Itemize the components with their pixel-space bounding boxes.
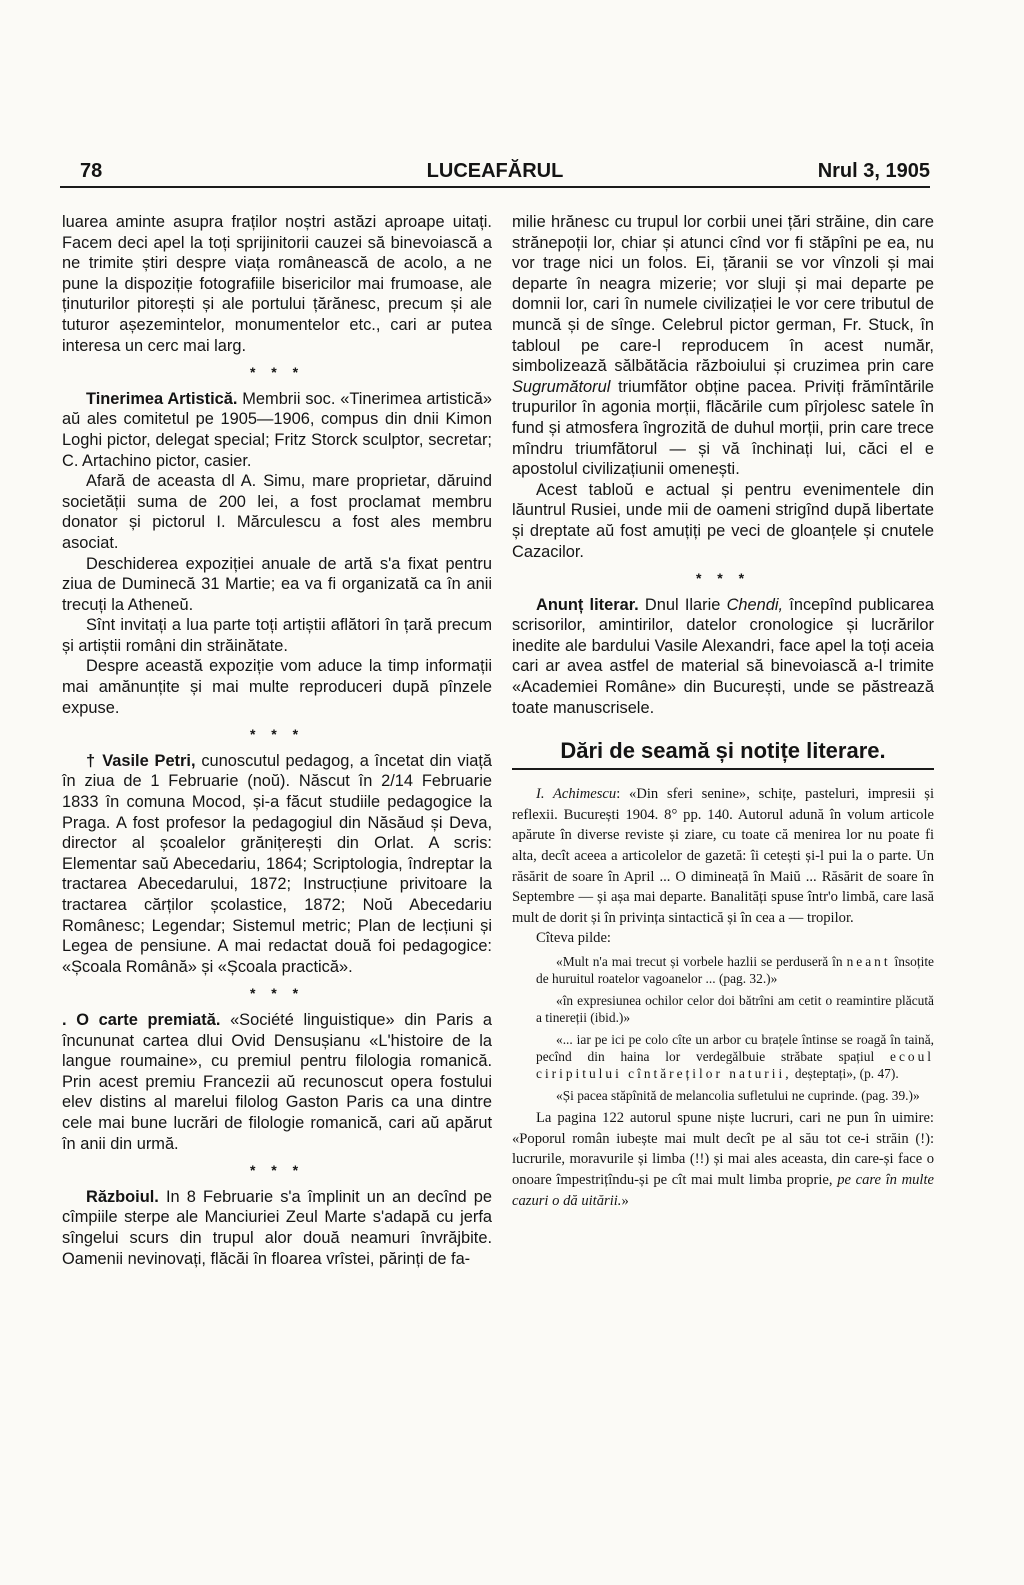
paragraph-expozitie: Deschiderea expoziției anuale de artă s'a fixat pentru ziua de Duminecă 31 Martie; ea va fi organizată ca în anii trecuți la Atheneŭ.: [62, 554, 492, 614]
note-pagina-122: [512, 1108, 934, 1211]
author-name: I. Achimescu: [536, 786, 617, 803]
journal-title: LUCEAFĂRUL: [426, 160, 564, 182]
paragraph-invitati: Sînt invitați a lua parte toți artiștii aflători în țară precum și artiștii români din străinătate.: [62, 616, 492, 655]
text: : «Din sferi senine», schițe, pasteluri, impresii și reflexii. București 1904. 8° pp. 140. Autorul adună în volum articole apărute în diverse reviste și ziare, cu toate că menirea lor nu poate fi alta, decît aceea a articolelor de gazetă: îi cetești și-l pui la o parte. Un răsărit de soare în April ... O dimineață în Maiŭ ... Răsărit de soare în Septembre — și așa mai departe. Banalități spuse într'o limbă, care lasă mult de dorit și în privința sintactică și în cea a — tropilor.: [512, 786, 935, 926]
text: însoțite de huruitul roatelor vagoanelor ... (pag. 32.)»: [536, 954, 934, 987]
paragraph-intro: luarea aminte asupra fraților noștri astăzi aproape uitați. Facem deci apel la toți sprijinitorii cauzei să binevoiască a ne trimite știri despre viața românească de acolo, a ne pune la dispoziție fotografiile bisericilor mai frumoase, ale ținuturilor pitorești și ale portului țărănesc, precum și ale tuturor așezemintelor, monumentelor etc., cari ar putea interesa un cerc mai larg.: [62, 213, 492, 355]
paragraph-simu: Afară de aceasta dl A. Simu, mare proprietar, dăruind societății suma de 200 lei, a fost proclamat membru donator și pictorul I. Mărculescu a fost ales membru asociat.: [62, 472, 492, 552]
page-header: [60, 158, 930, 188]
article-title: . O carte premiată.: [62, 1010, 221, 1029]
separator-stars: * * *: [249, 726, 305, 743]
left-column: [62, 212, 492, 1269]
article-vasile-petri: [62, 751, 492, 978]
text: deșteptați», (p. 47).: [791, 1066, 899, 1082]
quote-4: «Și pacea stăpînită de melancolia sufletului ne cuprinde. (pag. 39.)»: [556, 1087, 920, 1103]
article-text: «Société linguistique» din Paris a încununat cartea dlui Ovid Densușianu «L'histoire de la langue roumaine», cu premiul pentru filologia romanică. Prin acest premiu Francezii aŭ recunoscut opera fostului elev distins al marelui filolog Gaston Paris ca una dintre cele mai bune lucrări de filologie romanică, cari aŭ apărut în anii din urmă.: [62, 1010, 492, 1153]
paragraph-razboiul-continued: [512, 212, 934, 480]
italic-text: Chendi,: [726, 595, 784, 614]
article-text: cunoscutul pedagog, a încetat din viață în ziua de 1 Februarie (noŭ). Născut în 2/14 Februarie 1833 în comuna Mocod, și-a făcut studiile pedagogice la Praga. A fost profesor la pedagogiul din Năsăud și Deva, director al școalelor grănițerești din Orlat. A scris: Elementar saŭ Abecedariu, 1864; Scriptologia, îndreptar la tractarea Abecedarului, 1872; Instrucțiune privitoare la tractarea cărților școlastice, 1872; Noŭ Abecedariu Românesc; Legendar; Sistemul metric; Plan de lecțiuni și Legea de pensiune. A mai redactat două foi pedagogice: «Școala Română» și «Școala practică».: [62, 751, 492, 976]
article-text: In 8 Februarie s'a împlinit un an decînd pe cîmpiile sterpe ale Manciuriei Zeul Marte s'adapă cu jerfa sîngelui scurs din trupul alor două neamuri învrăjbite. Oamenii nevinovați, flăcăi în floarea vrîstei, părinți de fa-: [62, 1187, 492, 1268]
right-column: [512, 212, 934, 1211]
spaced-text: neant: [846, 954, 891, 969]
article-razboiul: [62, 1187, 492, 1269]
separator-stars: * * *: [249, 1162, 305, 1179]
separator-stars: * * *: [695, 570, 751, 587]
article-title: Războiul.: [86, 1187, 159, 1206]
article-text: Membrii soc. «Tinerimea artistică» aŭ ales comitetul pe 1905—1906, compus din dnii Kimon Loghi pictor, delegat special; Fritz Storck sculptor, secretar; C. Artachino pictor, casier.: [62, 389, 492, 470]
text: milie hrănesc cu trupul lor corbii unei țări străine, din care strănepoții lor, chiar și atunci cînd vor fi stăpîni pe ea, nu vor trage nici un folos. Ei, țăranii se vor vînzoli și mai departe în neagra mizerie; vor sluji și mai departe pe domnii lor, cari în numele civilizației le vor cere tributul de muncă și de sînge. Celebrul pictor german, Fr. Stuck, în tabloul pe care-l reproducem în acest număr, simbolizează sălbătăcia războiului și cruzimea prin care: [512, 213, 934, 376]
text: La pagina 122 autorul spune niște lucruri, cari ne pun în uimire: «Poporul român iubește mai mult decît pe al său tot ce-i străin (!): lucrurile, moravurile și limba (!!) și mai ales aceasta, din care-și face o onoare împestrițîndu-și pe cît mai mult limba proprie,: [512, 1110, 934, 1189]
article-anunt-literar: [512, 595, 934, 719]
separator-stars: * * *: [249, 364, 305, 381]
separator-stars: * * *: [249, 985, 305, 1002]
quote-block: [536, 953, 934, 1104]
italic-text: Sugrumătorul: [512, 377, 611, 396]
text: începînd publicarea scrisorilor, amintirilor, datelor cronologice și lucrărilor inedite ale bardului Vasile Alexandri, face apel la toți aceia cari ar avea astfel de material să binevoiască a-l trimite «Academiei Române» din București, unde se păstrează toate manuscrisele.: [512, 595, 934, 717]
article-title: Tinerimea Artistică.: [86, 389, 238, 408]
article-carte-premiata: [62, 1010, 492, 1154]
text: «Mult n'a mai trecut și vorbele hazlii se perduseră în: [556, 954, 847, 969]
text: Dnul Ilarie: [638, 595, 727, 614]
text: triumfător obține pacea. Priviți frămîntările trupurilor în agonia morții, flăcările cum pîrjolesc satele în fund și atmosfera îngrozită de duhul morții, prin care trece mîndru triumfătorul — și vă închinați lui, căci el e apostolul civilizațiunii omenești.: [512, 377, 934, 479]
spaced-text: ecoul ciripitului cîntăreților naturii,: [536, 1049, 934, 1082]
text: «... iar pe ici pe colo cîte un arbor cu brațele întinse se roagă în taină, pecînd din haina lor verdegălbuie străbate spațiul: [536, 1031, 934, 1065]
italic-text: pe care în multe cazuri o dă uitării.: [512, 1172, 935, 1209]
article-tinerimea: [62, 389, 492, 471]
quote-1: [536, 953, 934, 988]
text: »: [621, 1192, 629, 1209]
page-number: 78: [80, 160, 103, 182]
article-title: Anunț literar.: [536, 595, 639, 614]
quote-3: [536, 1031, 934, 1083]
note-examples: Cîteva pilde:: [536, 930, 611, 947]
quote-2: «în expresiunea ochilor celor doi bătrîni am cetit o reamintire plăcută a tinereții (ibid.)»: [536, 992, 934, 1026]
paragraph-reproduceri: Despre această expoziție vom aduce la timp informații mai amănunțite și mai multe reproduceri după pînzele expuse.: [62, 657, 492, 717]
section-heading: Dări de seamă și notițe literare.: [512, 738, 934, 770]
note-achimescu: [512, 784, 934, 928]
article-title: † Vasile Petri,: [86, 751, 196, 770]
literary-notes: [512, 784, 934, 1211]
issue-number: Nrul 3, 1905: [817, 160, 930, 182]
paragraph-tablou: Acest tabloŭ e actual și pentru evenimentele din lăuntrul Rusiei, unde mii de oameni strigînd după libertate și dreptate aŭ fost amuțiți pe veci de gloanțele și cnutele Cazacilor.: [512, 480, 934, 561]
